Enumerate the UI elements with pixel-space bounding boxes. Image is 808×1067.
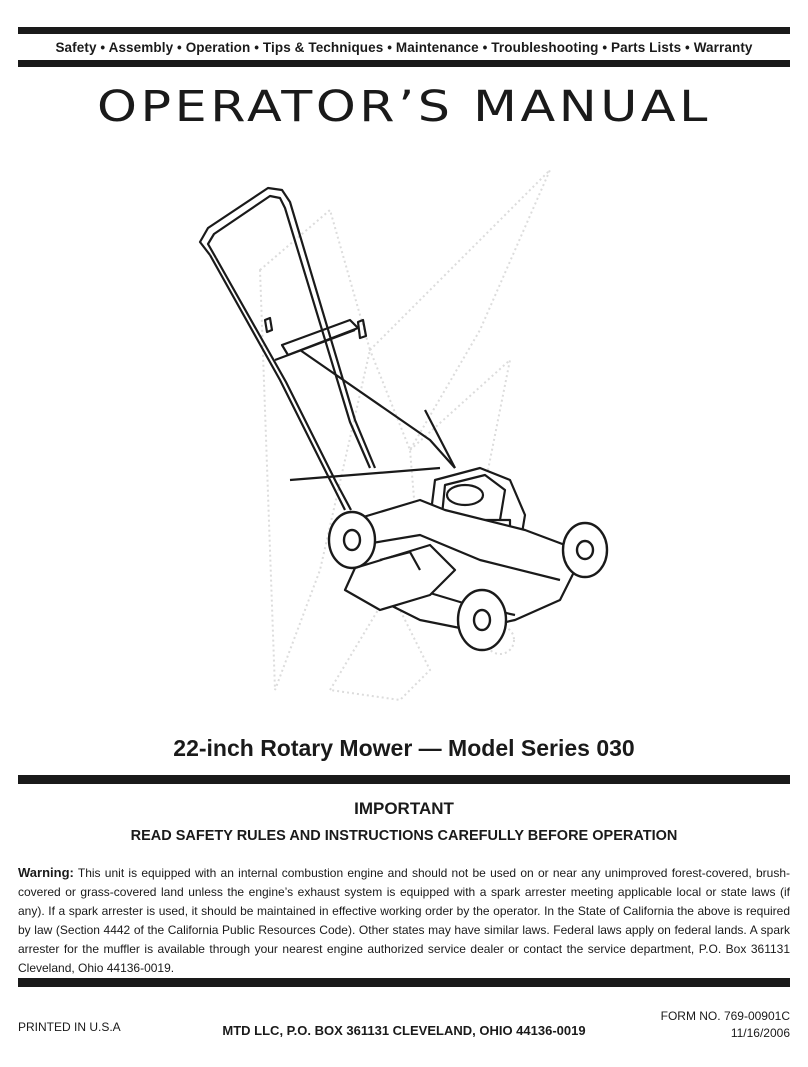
form-date: 11/16/2006: [730, 1026, 790, 1040]
model-title: 22-inch Rotary Mower — Model Series 030: [173, 735, 635, 761]
important-heading: IMPORTANT: [354, 799, 454, 818]
warning-label: Warning:: [18, 865, 74, 880]
section-list: Safety • Assembly • Operation • Tips & Techniques • Maintenance • Troubleshooting • Parts Lists • Warranty: [55, 39, 753, 55]
safety-instruction: READ SAFETY RULES AND INSTRUCTIONS CAREFULLY BEFORE OPERATION: [130, 828, 678, 844]
page-title: OPERATOR’S MANUAL: [97, 82, 711, 132]
lawn-mower-illustration: [180, 150, 630, 710]
warning-text: This unit is equipped with an internal combustion engine and should not be used on or near any unimproved forest-covered, brush-covered or grass-covered land unless the engine’s exhaust system is equipped with a spark arrester meeting applicable local or state laws (if any). If a spark arrester is used, it should be maintained in effective working order by the operator. In the State of California the above is required by law (Section 4442 of the California Public Resources Code). Other states may have similar laws. Federal laws apply on federal lands. A spark arrester for the muffler is available through your nearest engine authorized service dealer or contact the service department, P.O. Box 361131 Cleveland, Ohio 44136-0019.: [18, 866, 790, 975]
mower-handle: [200, 188, 455, 510]
form-number: FORM NO. 769-00901C: [660, 1009, 790, 1023]
printed-in: PRINTED IN U.S.A: [18, 1020, 121, 1034]
divider-top: [18, 775, 790, 784]
warning-paragraph: [18, 863, 790, 978]
company-address: MTD LLC, P.O. BOX 361131 CLEVELAND, OHIO 44136-0019: [222, 1023, 586, 1038]
form-info: [661, 1008, 790, 1042]
top-nav-bar: [18, 27, 790, 67]
divider-bottom: [18, 978, 790, 987]
